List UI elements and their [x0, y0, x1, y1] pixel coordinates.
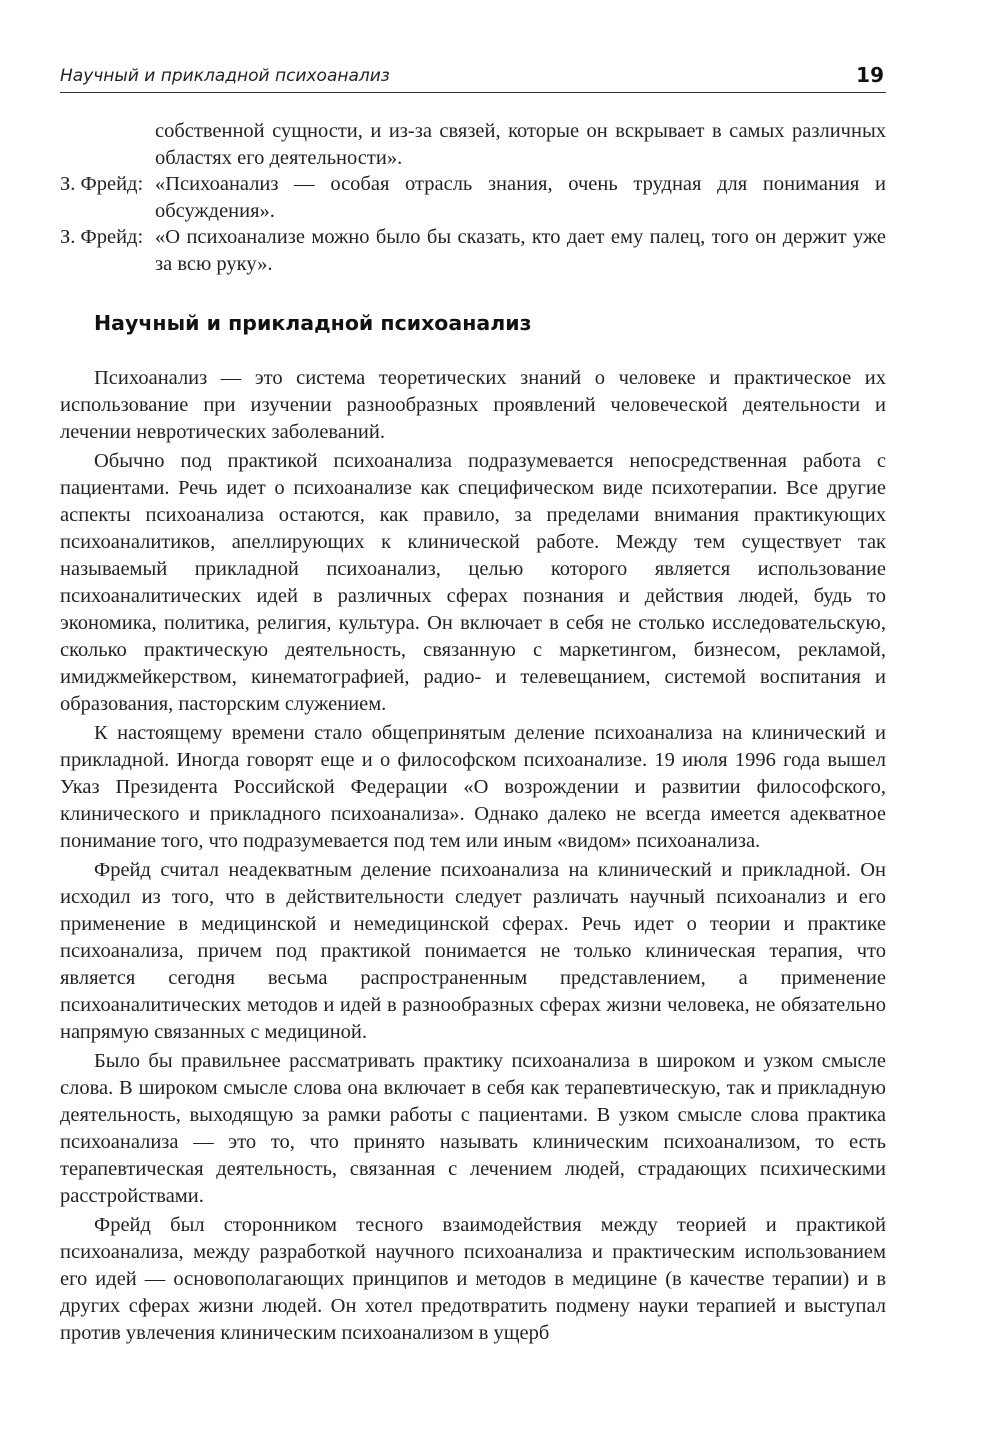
running-header — [60, 62, 886, 93]
paragraph: Фрейд был сторонником тесного взаимодействия между теорией и практикой психоанализа, между разработкой научного психоанализа и практическим использованием его идей — основополагающих принципов и методов в медицине (в качестве терапии) и в других сферах жизни людей. Он хотел предотвратить подмену науки терапией и выступал против увлечения клиническим психоанализом в ущерб — [60, 1214, 886, 1344]
quote-author: З. Фрейд: — [60, 173, 144, 195]
paragraph: Психоанализ — это система теоретических знаний о человеке и практическое их использование при изучении разнообразных проявлений человеческой деятельности и лечении невротических заболеваний. — [60, 367, 886, 443]
epigraph-quotes — [60, 118, 886, 277]
section-body — [60, 365, 886, 1349]
paragraph: Обычно под практикой психоанализа подразумевается непосредственная работа с пациентами. Речь идет о психоанализе как специфическом виде психотерапии. Все другие аспекты психоанализа остаются, как правило, за пределами внимания практикующих психоаналитиков, апеллирующих к клинической работе. Между тем существует так называемый прикладной психоанализ, целью которого является использование психоаналитических идей в различных сферах познания и действия людей, будь то экономика, политика, религия, культура. Он включает в себя не столько исследовательскую, сколько практическую деятельность, связанную с маркетингом, бизнесом, рекламой, имиджмейкерством, кинематографией, радио- и телевещанием, системой воспитания и образования, пасторским служением. — [60, 450, 886, 715]
page-number: 19 — [856, 63, 884, 87]
paragraph: К настоящему времени стало общепринятым деление психоанализа на клинический и прикладной. Иногда говорят еще и о философском психоанализе. 19 июля 1996 года вышел Указ Президента Российской Федерации «О возрождении и развитии философского, клинического и прикладного психоанализа». Однако далеко не всегда имеется адекватное понимание того, что подразумевается под тем или иным «видом» психоанализа. — [60, 722, 886, 852]
quote-continuation — [60, 118, 886, 171]
paragraph: Фрейд считал неадекватным деление психоанализа на клинический и прикладной. Он исходил из того, что в действительности следует различать научный психоанализ и его применение в медицинской и немедицинской сферах. Речь идет о теории и практике психоанализа, причем под практикой понимается не только клиническая терапия, что является сегодня весьма распространенным представлением, а применение психоаналитических методов и идей в разнообразных сферах жизни человека, не обязательно напрямую связанных с медициной. — [60, 859, 886, 1043]
quote-text: «О психоанализе можно было бы сказать, кто дает ему палец, того он держит уже за всю руку». — [155, 226, 886, 275]
quote-author: З. Фрейд: — [60, 226, 144, 248]
running-title: Научный и прикладной психоанализ — [60, 66, 390, 86]
paragraph: Было бы правильнее рассматривать практику психоанализа в широком и узком смысле слова. В широком смысле слова она включает в себя как терапевтическую, так и прикладную деятельность, выходящую за рамки работы с пациентами. В узком смысле слова практика психоанализа — это то, что принято называть клиническим психоанализом, то есть терапевтическая деятельность, связанная с лечением людей, страдающих психическими расстройствами. — [60, 1050, 886, 1207]
quote-text: собственной сущности, и из-за связей, которые он вскрывает в самых различных областях его деятельности». — [155, 120, 886, 169]
quote-freud-1 — [60, 171, 886, 224]
quote-freud-2 — [60, 224, 886, 277]
quote-text: «Психоанализ — особая отрасль знания, очень трудная для понимания и обсуждения». — [155, 173, 886, 222]
section-heading: Научный и прикладной психоанализ — [94, 311, 532, 335]
